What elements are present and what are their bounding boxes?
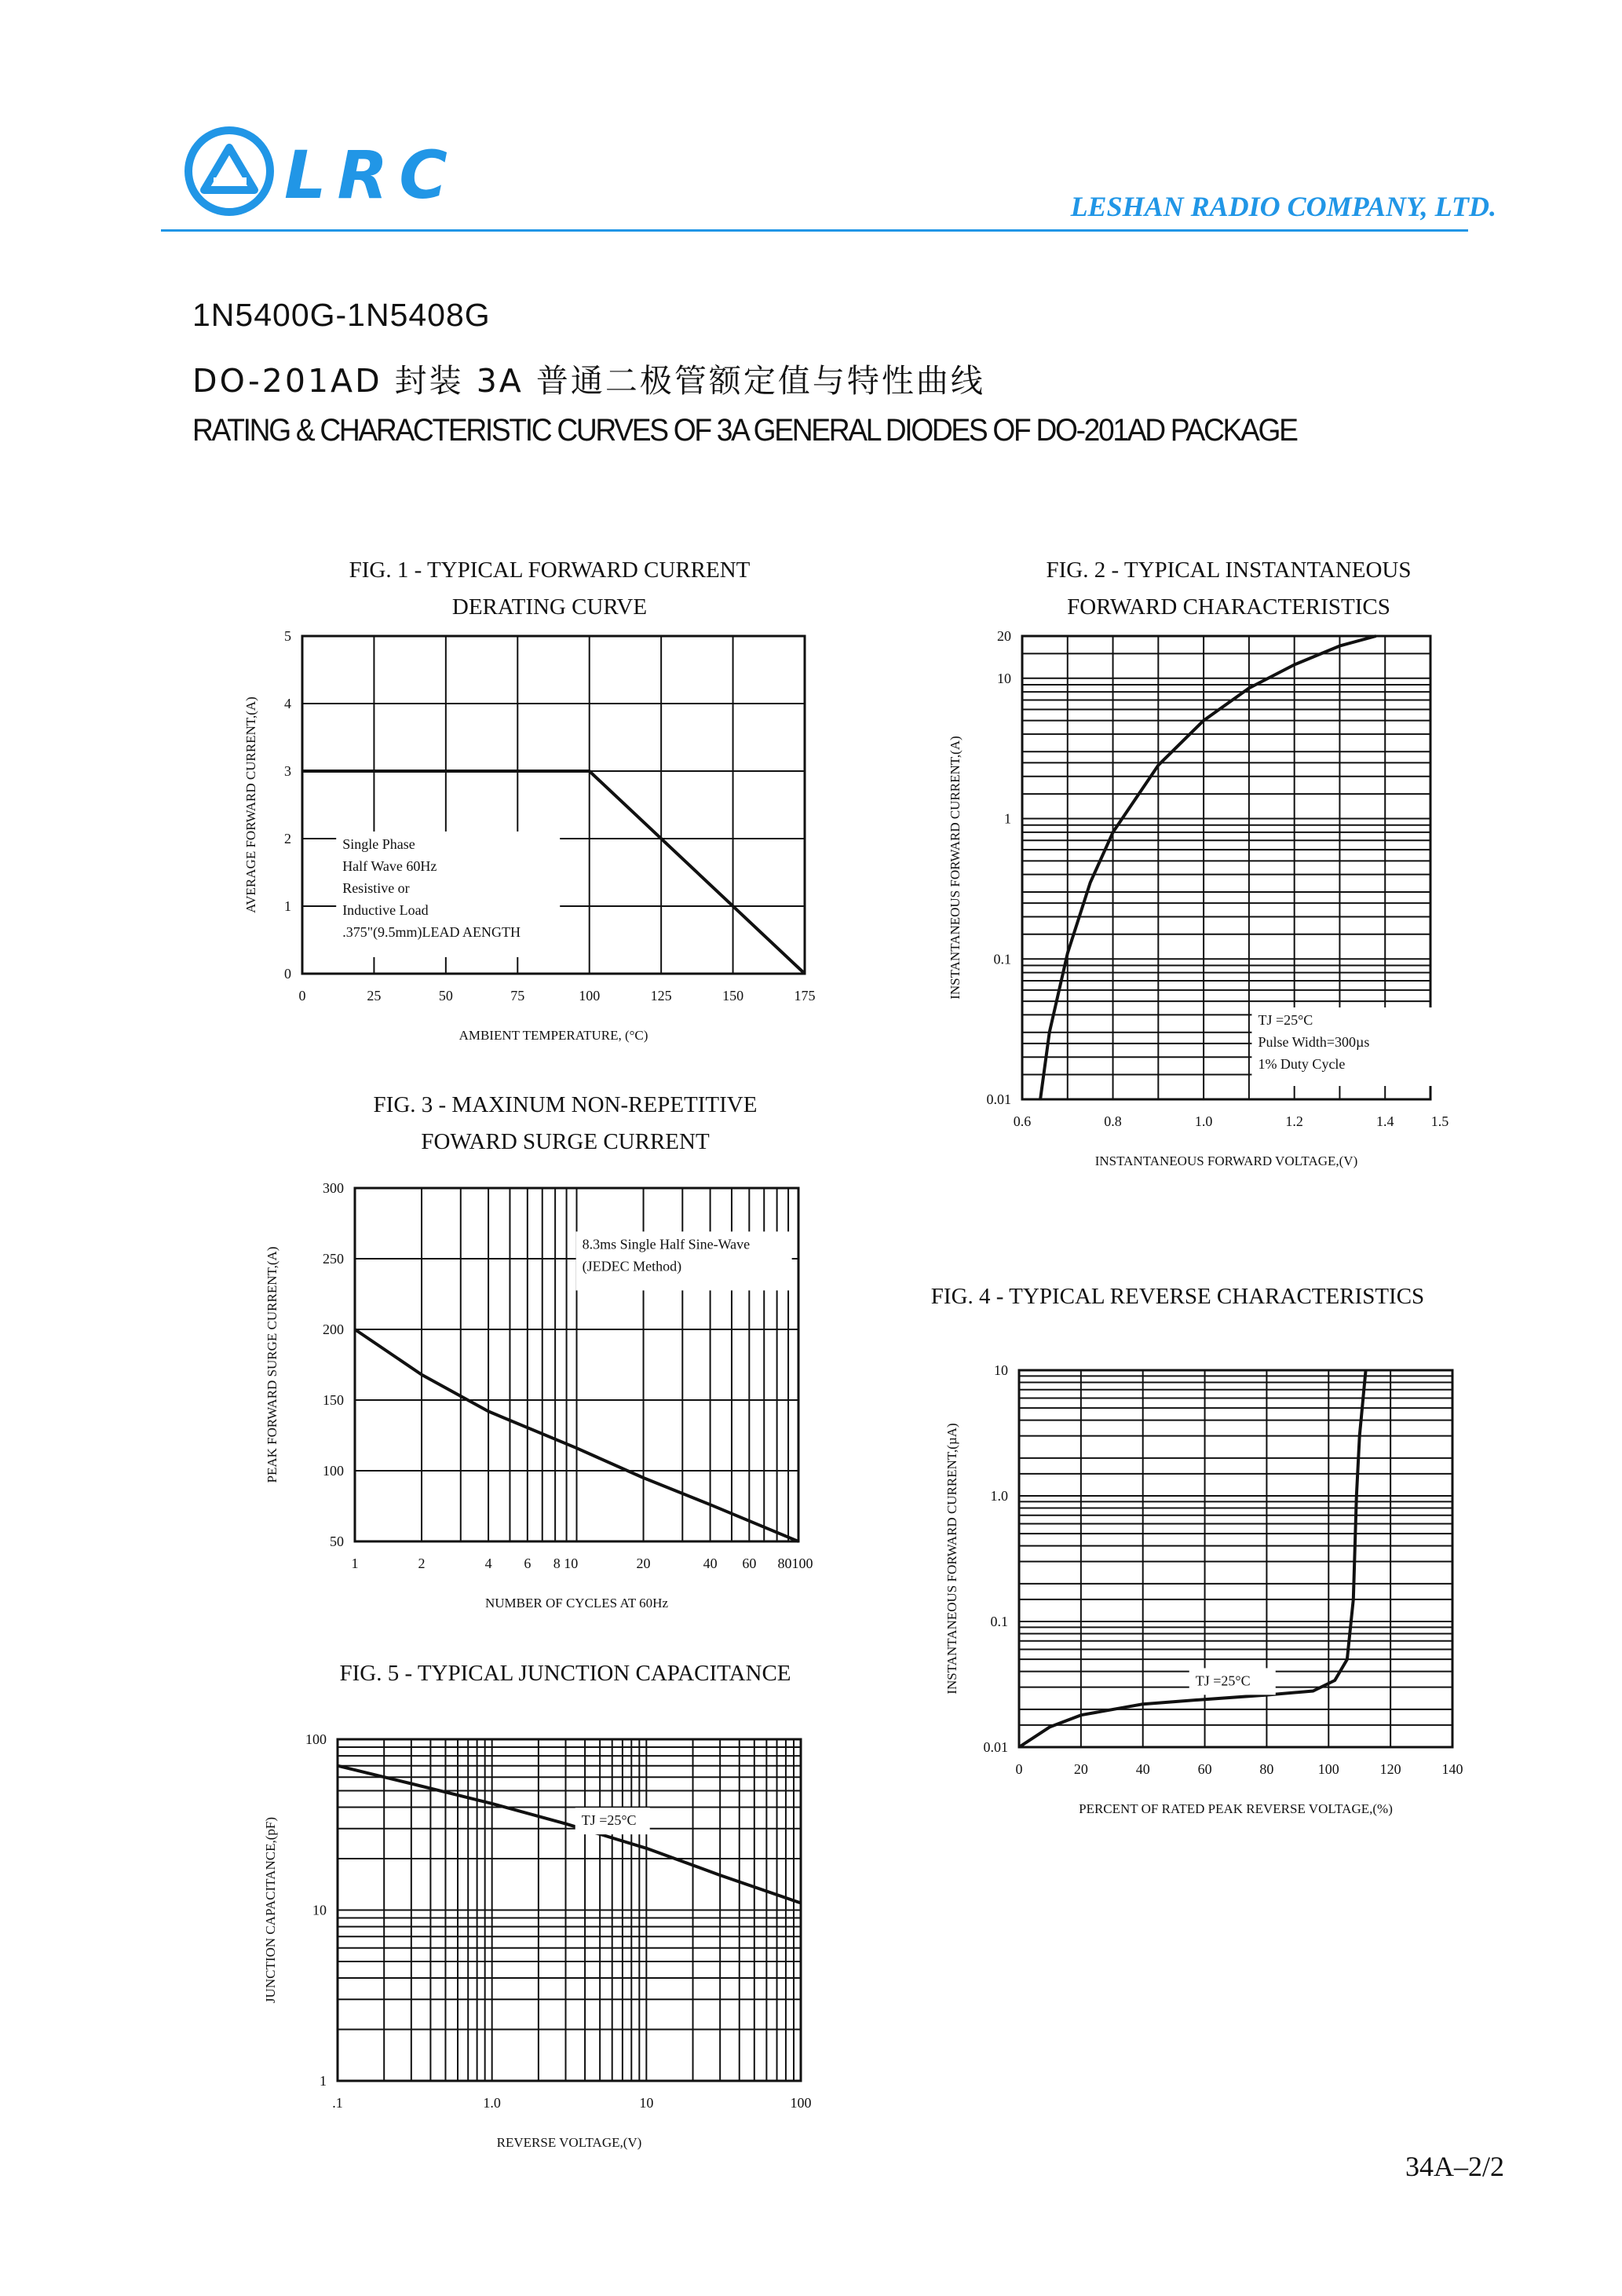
fig3-x-tick-label: 8 10 bbox=[553, 1556, 579, 1571]
fig3-x-tick-label: 80100 bbox=[777, 1556, 813, 1571]
fig4-y-axis-title: INSTANTANEOUS FORWARD CURRENT,(µA) bbox=[944, 1423, 959, 1695]
fig2-x-axis-title: INSTANTANEOUS FORWARD VOLTAGE,(V) bbox=[1094, 1153, 1358, 1168]
fig1-annotation-line: Resistive or bbox=[342, 879, 410, 896]
fig1-annotation-line: Inductive Load bbox=[342, 901, 429, 918]
fig2-title bbox=[1009, 552, 1448, 626]
fig1-x-tick-label: 50 bbox=[438, 988, 453, 1004]
fig3-x-axis-title: NUMBER OF CYCLES AT 60Hz bbox=[485, 1596, 668, 1610]
fig3-x-tick-label: 60 bbox=[742, 1556, 757, 1571]
fig1-x-tick-label: 75 bbox=[510, 988, 525, 1004]
fig5-grid bbox=[338, 1739, 801, 2081]
fig1-y-tick-label: 3 bbox=[284, 763, 291, 779]
fig4-x-tick-label: 100 bbox=[1317, 1761, 1339, 1777]
fig4-x-tick-label: 40 bbox=[1135, 1761, 1150, 1777]
fig2-y-tick-label: 1 bbox=[1004, 810, 1011, 827]
fig4-y-tick-label: 1.0 bbox=[990, 1488, 1008, 1504]
fig1-x-tick-label: 25 bbox=[367, 988, 382, 1004]
fig5-x-tick-label: 100 bbox=[790, 2095, 812, 2111]
fig4-x-axis-title: PERCENT OF RATED PEAK REVERSE VOLTAGE,(%) bbox=[1079, 1801, 1393, 1816]
fig2-x-tick-label: 0.6 bbox=[1013, 1113, 1032, 1129]
fig3-annotation-line: (JEDEC Method) bbox=[582, 1258, 682, 1274]
fig2-annotation-line: Pulse Width=300µs bbox=[1258, 1034, 1370, 1051]
fig1-annotation-line: .375"(9.5mm)LEAD AENGTH bbox=[342, 923, 521, 940]
fig1-y-tick-label: 4 bbox=[284, 696, 291, 711]
fig2-x-tick-label: 1.4 bbox=[1375, 1113, 1394, 1129]
fig5-series-capacitance bbox=[338, 1766, 801, 1903]
fig4-x-tick-label: 140 bbox=[1441, 1761, 1463, 1777]
fig1-x-tick-label: 100 bbox=[579, 988, 601, 1004]
fig5-title-line1: FIG. 5 - TYPICAL JUNCTION CAPACITANCE bbox=[339, 1661, 791, 1686]
fig3-title-line2: FOWARD SURGE CURRENT bbox=[421, 1129, 710, 1154]
fig4-x-tick-label: 0 bbox=[1015, 1761, 1023, 1777]
fig1-y-tick-label: 0 bbox=[284, 966, 291, 982]
fig1-x-tick-label: 0 bbox=[298, 988, 306, 1004]
fig2-x-tick-label: 1.5 bbox=[1430, 1113, 1449, 1129]
fig5-title bbox=[283, 1655, 848, 1692]
fig2-y-tick-label: 0.01 bbox=[986, 1091, 1011, 1107]
fig3-y-tick-label: 250 bbox=[323, 1251, 344, 1267]
fig1-y-tick-label: 2 bbox=[284, 831, 291, 846]
fig3-y-tick-label: 100 bbox=[323, 1463, 344, 1479]
page-number: 34A–2/2 bbox=[1405, 2151, 1504, 2182]
fig5-y-tick-label: 10 bbox=[312, 1902, 327, 1918]
fig1-x-tick-label: 175 bbox=[794, 988, 816, 1004]
chinese-title: DO-201AD 封装 3A 普通二极管额定值与特性曲线 bbox=[192, 362, 985, 400]
fig1-x-tick-label: 125 bbox=[650, 988, 672, 1004]
fig1-annotation-line: Single Phase bbox=[342, 835, 415, 852]
fig2-chart bbox=[948, 628, 1449, 1178]
fig2-title-line2: FORWARD CHARACTERISTICS bbox=[1067, 594, 1390, 620]
fig1-chart bbox=[232, 628, 820, 1052]
fig3-annotation-line: 8.3ms Single Half Sine-Wave bbox=[582, 1236, 751, 1252]
fig1-y-tick-label: 5 bbox=[284, 628, 291, 644]
lrc-logo-icon bbox=[182, 126, 465, 220]
fig2-x-tick-label: 1.2 bbox=[1285, 1113, 1303, 1129]
lrc-logo bbox=[182, 126, 465, 224]
fig3-x-tick-label: 4 bbox=[484, 1556, 492, 1571]
fig4-x-tick-label: 80 bbox=[1259, 1761, 1274, 1777]
fig3-x-tick-label: 1 bbox=[351, 1556, 359, 1571]
fig2-x-tick-label: 1.0 bbox=[1194, 1113, 1213, 1129]
fig2-y-axis-title: INSTANTANEOUS FORWARD CURRENT,(A) bbox=[948, 736, 963, 1000]
fig2-title-line1: FIG. 2 - TYPICAL INSTANTANEOUS bbox=[1046, 558, 1412, 583]
fig5-x-tick-label: 10 bbox=[639, 2095, 654, 2111]
fig5-x-axis-title: REVERSE VOLTAGE,(V) bbox=[496, 2135, 642, 2150]
fig5-y-axis-title: JUNCTION CAPACITANCE,(pF) bbox=[263, 1817, 278, 2003]
fig5-y-tick-label: 100 bbox=[305, 1731, 327, 1747]
fig1-x-axis-title: AMBIENT TEMPERATURE, (°C) bbox=[458, 1028, 648, 1043]
fig4-x-tick-label: 60 bbox=[1197, 1761, 1212, 1777]
fig4-title bbox=[903, 1278, 1452, 1315]
fig4-chart bbox=[944, 1362, 1468, 1826]
logo-text: LRC bbox=[284, 137, 458, 214]
fig3-x-tick-label: 20 bbox=[636, 1556, 651, 1571]
fig4-y-tick-label: 0.01 bbox=[983, 1739, 1008, 1755]
fig1-y-tick-label: 1 bbox=[284, 898, 291, 914]
fig2-x-tick-label: 0.8 bbox=[1104, 1113, 1122, 1129]
fig5-chart bbox=[263, 1731, 816, 2159]
fig3-y-axis-title: PEAK FORWARD SURGE CURRENT,(A) bbox=[265, 1246, 279, 1483]
fig3-y-tick-label: 200 bbox=[323, 1322, 344, 1337]
fig3-y-tick-label: 50 bbox=[330, 1534, 344, 1549]
fig5-x-tick-label: 1.0 bbox=[483, 2095, 501, 2111]
fig3-title-line1: FIG. 3 - MAXINUM NON-REPETITIVE bbox=[373, 1092, 758, 1117]
fig3-y-tick-label: 150 bbox=[323, 1392, 344, 1408]
fig5-x-tick-label: .1 bbox=[332, 2095, 343, 2111]
company-name: LESHAN RADIO COMPANY, LTD. bbox=[1070, 191, 1496, 222]
header-divider bbox=[161, 229, 1468, 232]
english-title: RATING & CHARACTERISTIC CURVES OF 3A GENERAL DIODES OF DO-201AD PACKAGE bbox=[192, 413, 1297, 448]
fig4-x-tick-label: 120 bbox=[1379, 1761, 1401, 1777]
fig3-x-tick-label: 2 bbox=[418, 1556, 426, 1571]
fig1-title bbox=[330, 552, 769, 626]
fig1-title-line2: DERATING CURVE bbox=[451, 594, 648, 620]
fig4-title-line1: FIG. 4 - TYPICAL REVERSE CHARACTERISTICS bbox=[930, 1284, 1425, 1309]
fig2-annotation-line: TJ =25°C bbox=[1258, 1012, 1313, 1029]
fig1-x-tick-label: 150 bbox=[722, 988, 744, 1004]
part-number-title: 1N5400G-1N5408G bbox=[192, 297, 491, 333]
fig5-y-tick-label: 1 bbox=[320, 2073, 327, 2089]
fig4-y-tick-label: 10 bbox=[994, 1362, 1008, 1378]
fig3-y-tick-label: 300 bbox=[323, 1180, 344, 1196]
fig3-x-tick-label: 6 bbox=[524, 1556, 532, 1571]
fig1-annotation-line: Half Wave 60Hz bbox=[342, 857, 437, 874]
fig2-y-tick-label: 20 bbox=[997, 628, 1011, 644]
fig3-title bbox=[345, 1087, 785, 1161]
fig3-x-tick-label: 40 bbox=[703, 1556, 718, 1571]
fig4-annotation-line: TJ =25°C bbox=[1195, 1673, 1251, 1689]
fig2-y-tick-label: 10 bbox=[997, 670, 1011, 686]
fig1-title-line1: FIG. 1 - TYPICAL FORWARD CURRENT bbox=[349, 558, 751, 583]
fig1-y-axis-title: AVERAGE FORWARD CURRENT,(A) bbox=[243, 696, 258, 913]
fig2-y-tick-label: 0.1 bbox=[993, 951, 1011, 967]
fig4-x-tick-label: 20 bbox=[1073, 1761, 1088, 1777]
fig3-chart bbox=[265, 1180, 814, 1620]
fig4-y-tick-label: 0.1 bbox=[990, 1614, 1008, 1629]
fig2-annotation-line: 1% Duty Cycle bbox=[1258, 1056, 1346, 1073]
fig5-annotation-line: TJ =25°C bbox=[581, 1812, 637, 1829]
